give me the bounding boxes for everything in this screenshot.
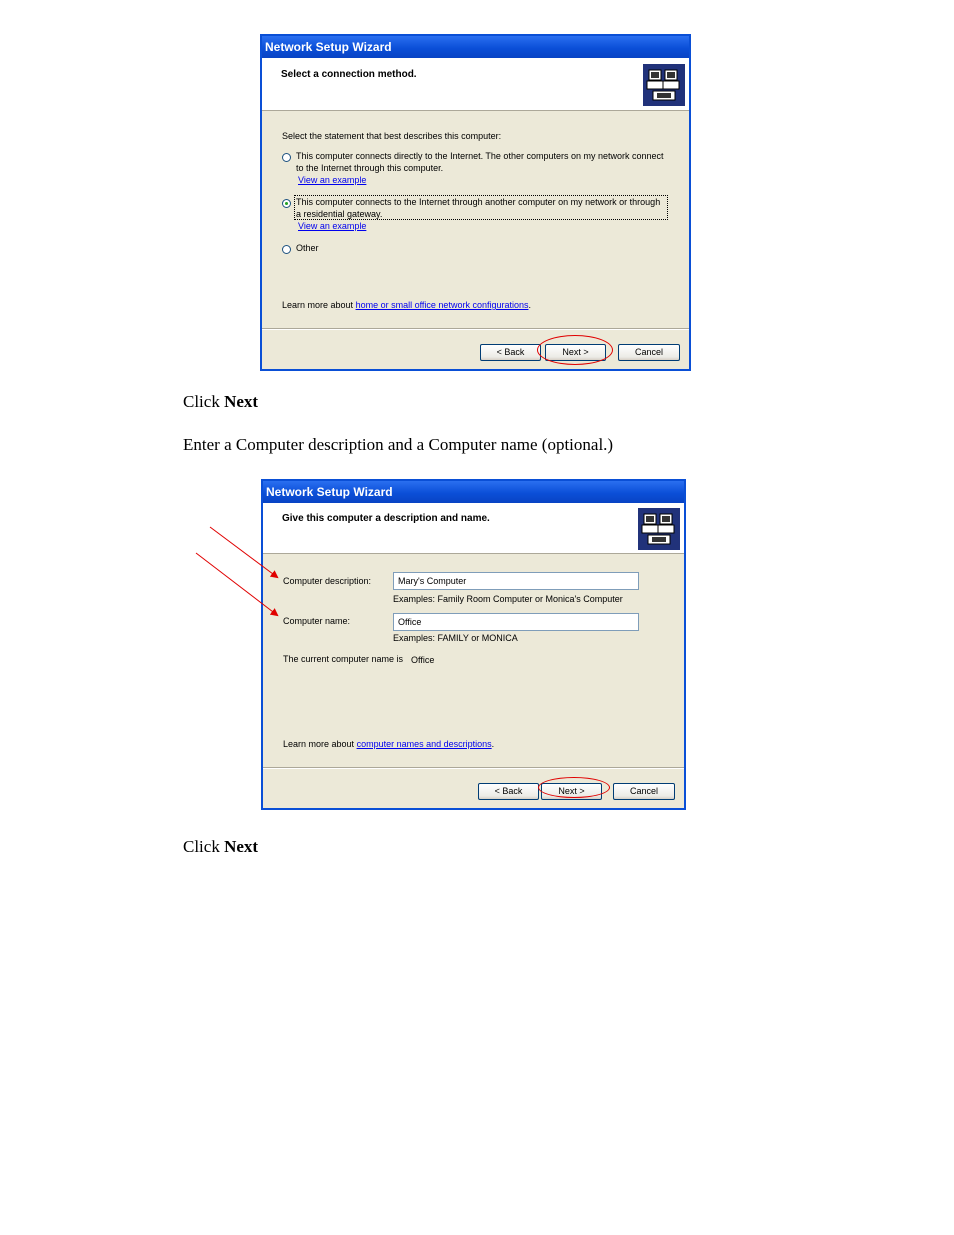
arrow-to-name	[196, 553, 277, 615]
option-gateway-line2: a residential gateway.	[296, 209, 383, 219]
computer-name-example: Examples: FAMILY or MONICA	[393, 633, 518, 643]
current-name-value: Office	[411, 655, 435, 665]
learn-more-prefix: Learn more about	[283, 739, 355, 749]
instruction-text: Enter a Computer description and a Computer name (optional.)	[183, 435, 614, 454]
computer-names-link[interactable]: computer names and descriptions	[356, 739, 492, 749]
wizard-header-title: Give this computer a description and name.	[282, 513, 490, 524]
learn-more-suffix: .	[528, 300, 531, 310]
view-example-link-1[interactable]: View an example	[298, 175, 367, 185]
option-direct-line1: This computer connects directly to the Internet. The other computers on my network connect	[296, 151, 664, 161]
view-example-link-2[interactable]: View an example	[298, 221, 367, 231]
next-button[interactable]: Next >	[541, 783, 602, 800]
wizard-prompt: Select the statement that best describes this computer:	[282, 131, 502, 141]
caption-click-next-1: Click Next	[183, 392, 259, 411]
learn-more-suffix: .	[491, 739, 495, 749]
computer-name-input[interactable]: Office	[393, 613, 639, 631]
option-direct-line2: to the Internet through this computer.	[296, 163, 444, 173]
option-gateway-line1: This computer connects to the Internet through another computer on my network or through	[296, 197, 661, 207]
learn-more-prefix: Learn more about	[282, 300, 354, 310]
computer-description-label: Computer description:	[283, 576, 372, 586]
caption-click-next-2: Click Next	[183, 837, 259, 856]
wizard-title-bar[interactable]: Network Setup Wizard	[262, 36, 689, 58]
next-button[interactable]: Next >	[545, 344, 606, 361]
computer-description-example: Examples: Family Room Computer or Monica's Computer	[393, 594, 623, 604]
network-configurations-link[interactable]: home or small office network configurations	[355, 300, 529, 310]
arrow-to-description	[210, 527, 277, 577]
computer-description-input[interactable]: Mary's Computer	[393, 572, 639, 590]
wizard-header-title: Select a connection method.	[281, 69, 417, 80]
cancel-button[interactable]: Cancel	[618, 344, 680, 361]
wizard-title-bar[interactable]: Network Setup Wizard	[263, 481, 684, 503]
current-name-label: The current computer name is	[283, 654, 404, 664]
back-button[interactable]: < Back	[478, 783, 539, 800]
back-button[interactable]: < Back	[480, 344, 541, 361]
option-other: Other	[296, 243, 319, 253]
computer-name-label: Computer name:	[283, 616, 351, 626]
cancel-button[interactable]: Cancel	[613, 783, 675, 800]
